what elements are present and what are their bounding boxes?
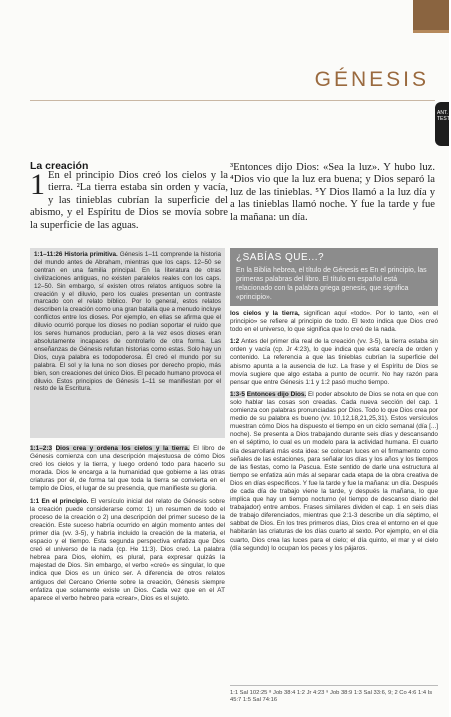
- note-heading: Dios crea y ordena los cielos y la tierra.: [55, 445, 190, 452]
- sidebar-text: En la Biblia hebrea, el título de Génesis es En el principio, las primeras palabras del libro. El título en español está relacionado con la palabra griega genesis, que significa «principio».: [236, 267, 427, 301]
- note-text: Génesis 1–11 comprende la historia del mundo antes de Abraham, mientras que los caps. 12–50 se centran en una familia principal. En la literatura de otras civilizaciones antiguas, no existen paralelos reales con los caps. 12–50. Sin embargo, sí existen otros relatos antiguos sobre la creación y el diluvio, pero los cuales presentan un contraste marcado con el relato bíblico. Por lo general, estos relatos describen la creación como una gran batalla que a menudo incluye conflictos entre los dioses. Por ejemplo, en ellas se afirma que el diluvio ocurrió porque los dioses no podían soportar el ruido que los seres humanos producían, pero a la vez esos dioses eran absolutamente incapaces de controlarlo de otra forma. Las enseñanzas de Génesis refutan historias como estas. Solo hay un Dios, cuya palabra es todopoderosa. Él creó el mundo por su palabra. El sol y la luna no son dioses por derecho propio, más bien, son creaciones del único Dios. El pecado humano provoca el diluvio. Estos principios de Génesis 1–11 se manifiestan por el resto de la Escritura.: [34, 251, 222, 393]
- note-text: El versículo inicial del relato de Génesis sobre la creación puede considerarse como: 1) un resumen de todo el proceso de la creación o 2) una descripción del primer suceso de la creación. Este suceso habría ocurrido en algún momento antes del primer día (vv. 3-5), y habría incluido la creación de la materia, el espacio y el tiempo. Esta segunda perspectiva enfatiza que Dios creó el universo de la nada (cp. He 11:3). Dios creó. La palabra hebrea para Dios, elohim, es plural, para expresar quizás la majestad de Dios. Sin embargo, el verbo «creó» es singular, lo que indica que Dios es un único ser. A diferencia de otros relatos antiguos del Cercano Oriente sobre la creación, Génesis siempre enfatiza que solamente existe un Dios. Cada vez que en el AT aparece el verbo hebreo para «crear», Dios es el sujeto.: [30, 497, 226, 602]
- chapter-number: 1: [30, 168, 45, 201]
- section-heading: La creación: [30, 160, 89, 172]
- note-heading: En el principio.: [41, 497, 89, 505]
- note-ref: 1:1–2:3: [30, 445, 53, 452]
- study-notes-left: [30, 445, 225, 680]
- sidebar-title: ¿SABÍAS QUE...?: [236, 252, 325, 263]
- note-text: Antes del primer día real de la creación (vv. 3-5), la tierra estaba sin orden y vacía (cp. Jr 4:23), lo que indica que esta carecía de orden y contenido. La referencia a que las tinieblas cubrían la superficie del abismo apunta a la ausencia de luz. La frase y el Espíritu de Dios se movía sugiere que algo estaba a punto de ocurrir. No hay razón para pensar que entre Génesis 1:1 y 1:2 pasó mucho tiempo.: [230, 338, 438, 386]
- note-heading: Historia primitiva.: [64, 251, 118, 258]
- note-text: significan aquí «todo». Por lo tanto, «en el principio» se refiere al principio de todo. El texto indica que Dios creó todo en el universo, lo que significa que lo creó de la nada.: [230, 310, 438, 334]
- note-ref: 1:1–11:26: [34, 251, 63, 258]
- note-ref: 1:3-5: [230, 390, 245, 398]
- study-note: [230, 338, 438, 387]
- did-you-know-sidebar: [230, 248, 438, 306]
- cross-references: 1:1 Sal 102:25 ⁸ Job 38:4 1:2 Jr 4:23 ⁹ Job 38:9 1:3 Sal 33:6, 9; 2 Co 4:6 1:4 Is 45:7 1:5 Sal 74:16: [230, 690, 433, 703]
- bible-text-right: [230, 162, 435, 224]
- study-note: [30, 445, 225, 494]
- verse-text-left: En el principio Dios creó los cielos y la tierra. ²La tierra estaba sin orden y vacía, y las tinieblas cubrían la superficie del abismo, y el Espíritu de Dios se movía sobre la superficie de las aguas.: [30, 170, 228, 231]
- thumb-index-tab[interactable]: ANT. TEST.: [435, 102, 449, 146]
- book-title: GÉNESIS: [314, 68, 429, 91]
- bookmark-ribbon: [413, 0, 449, 30]
- verse-text-right: ³Entonces dijo Dios: «Sea la luz». Y hubo luz. ⁴Dios vio que la luz era buena; y Dios separó la luz de las tinieblas. ⁵Y Dios llamó a la luz día y a las tinieblas llamó noche. Y fue la tarde y fue la mañana: un día.: [230, 162, 435, 223]
- study-notes-right: [230, 310, 438, 682]
- note-text: El libro de Génesis comienza con una descripción majestuosa de cómo Dios creó los cielos y la tierra, y luego ordenó todo para hacerlo su morada. Dios le encarga a la humanidad que gobierne a las otras criaturas por él, de forma tal que toda la tierra se convierta en el templo de Dios, el lugar de su presencia, que manifieste su gloria.: [30, 445, 226, 493]
- study-note-box: [30, 248, 225, 438]
- study-note: [230, 310, 438, 334]
- study-note: [30, 498, 225, 603]
- note-text: El poder absoluto de Dios se nota en que con solo hablar las cosas son creadas. Cada nueva sección del cap. 1 comienza con palabras pronunciadas por Dios. Todo lo que Dios crea por medio de su palabra es bueno (vv. 10,12,18,21,25,31). Estos versículos muestran cómo Dios ha dispuesto el tiempo en un ciclo semanal (día [...] noche). Se presenta a Dios trabajando durante seis días y descansando en el séptimo, lo cual es un modelo para la actividad humana. El cuarto día desarrollará más esta idea: se colocan luces en el firmamento como señales de las estaciones, para señalar los días y los años y los tiempos de las fiestas, como la Pascua. Este sentido de darle una estructura al tiempo se enfatiza aún más al separar cada etapa de la obra creativa de Dios en días específicos. Y fue la tarde y fue la mañana: un día. Después de cada día de trabajo viene la tarde, y después la mañana, lo que implica que hay un tiempo nocturno (el tiempo de descanso diario del trabajador) entre ambos. Frases similares dividen el cap. 1 en seis días de trabajo diferenciados, mientras que 2:1-3 describe un día séptimo, el sabbat de Dios. En los tres primeros días, Dios crea el entorno en el que habitarán las criaturas de los días cuarto al sexto. Por ejemplo, en el día cuarto, Dios crea las luces para el cielo; el día quinto, el mar y el cielo (día segundo) lo ocupan los peces y los pájaros.: [230, 390, 438, 552]
- note-ref: 1:2: [230, 338, 240, 346]
- footnote-divider: [230, 685, 438, 686]
- study-note: [230, 391, 438, 553]
- note-heading: Entonces dijo Dios.: [246, 390, 307, 398]
- bible-text-left: [30, 170, 228, 232]
- note-ref: 1:1: [30, 497, 40, 505]
- title-divider: [30, 100, 435, 101]
- note-heading: los cielos y la tierra,: [230, 310, 300, 317]
